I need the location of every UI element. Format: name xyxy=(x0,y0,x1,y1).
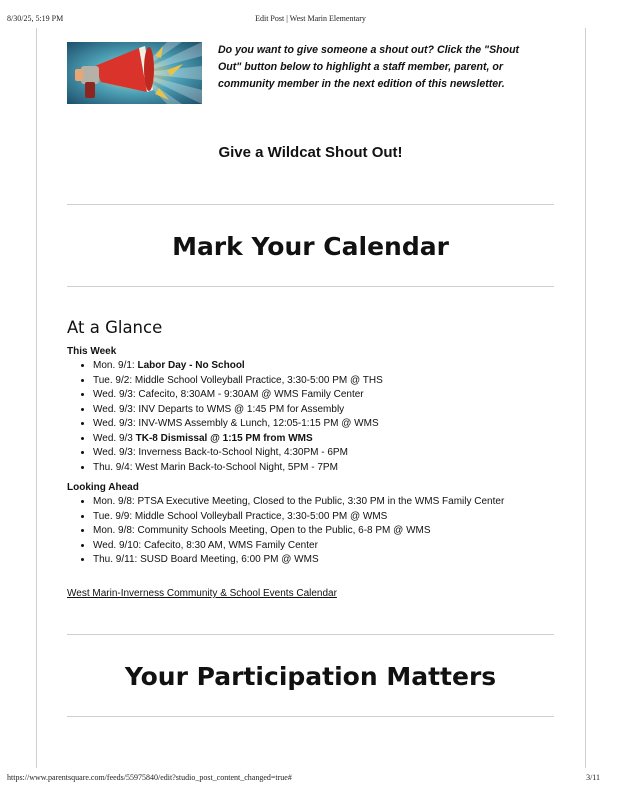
shout-out-prompt: Do you want to give someone a shout out? Click the "Shout Out" button below to highlight a staff member, parent, or community member in the next edition of this newsletter. xyxy=(218,44,520,90)
shout-out-link[interactable]: Give a Wildcat Shout Out! xyxy=(218,144,403,161)
print-footer xyxy=(0,773,621,785)
print-url: https://www.parentsquare.com/feeds/55975840/edit?studio_post_content_changed=true# xyxy=(7,773,292,782)
print-page-number: 3/11 xyxy=(586,773,600,782)
megaphone-illustration-icon xyxy=(67,42,202,104)
list-item: • Mon. 9/1: Labor Day - No School xyxy=(93,359,383,374)
list-item: • Wed. 9/3 TK-8 Dismissal @ 1:15 PM from WMS xyxy=(93,432,383,447)
divider xyxy=(67,716,554,717)
events-calendar-link[interactable]: West Marin-Inverness Community & School Events Calendar xyxy=(67,588,337,599)
divider xyxy=(67,286,554,287)
print-page-title: Edit Post | West Marin Elementary xyxy=(255,14,366,23)
mark-your-calendar-heading: Mark Your Calendar xyxy=(172,232,449,261)
page-frame-right xyxy=(585,28,586,768)
divider xyxy=(67,634,554,635)
list-item: • Thu. 9/4: West Marin Back-to-School Night, 5PM - 7PM xyxy=(93,461,383,476)
list-item: • Tue. 9/2: Middle School Volleyball Practice, 3:30-5:00 PM @ THS xyxy=(93,374,383,389)
list-item: • Tue. 9/9: Middle School Volleyball Practice, 3:30-5:00 PM @ WMS xyxy=(93,510,504,525)
list-item: • Thu. 9/11: SUSD Board Meeting, 6:00 PM @ WMS xyxy=(93,553,504,568)
this-week-list xyxy=(67,359,383,475)
print-datetime: 8/30/25, 5:19 PM xyxy=(7,14,64,23)
looking-ahead-list xyxy=(67,495,504,568)
print-header xyxy=(0,14,621,26)
looking-ahead-label: Looking Ahead xyxy=(67,482,139,493)
list-item: • Wed. 9/10: Cafecito, 8:30 AM, WMS Family Center xyxy=(93,539,504,554)
list-item: • Mon. 9/8: Community Schools Meeting, Open to the Public, 6-8 PM @ WMS xyxy=(93,524,504,539)
divider xyxy=(67,204,554,205)
page-frame-left xyxy=(36,28,37,768)
this-week-label: This Week xyxy=(67,346,117,357)
list-item: • Wed. 9/3: Inverness Back-to-School Night, 4:30PM - 6PM xyxy=(93,446,383,461)
at-a-glance-heading: At a Glance xyxy=(67,318,163,337)
list-item: • Mon. 9/8: PTSA Executive Meeting, Closed to the Public, 3:30 PM in the WMS Family Center xyxy=(93,495,504,510)
list-item: • Wed. 9/3: INV-WMS Assembly & Lunch, 12:05-1:15 PM @ WMS xyxy=(93,417,383,432)
list-item: • Wed. 9/3: Cafecito, 8:30AM - 9:30AM @ WMS Family Center xyxy=(93,388,383,403)
list-item: • Wed. 9/3: INV Departs to WMS @ 1:45 PM for Assembly xyxy=(93,403,383,418)
participation-heading: Your Participation Matters xyxy=(124,662,497,691)
